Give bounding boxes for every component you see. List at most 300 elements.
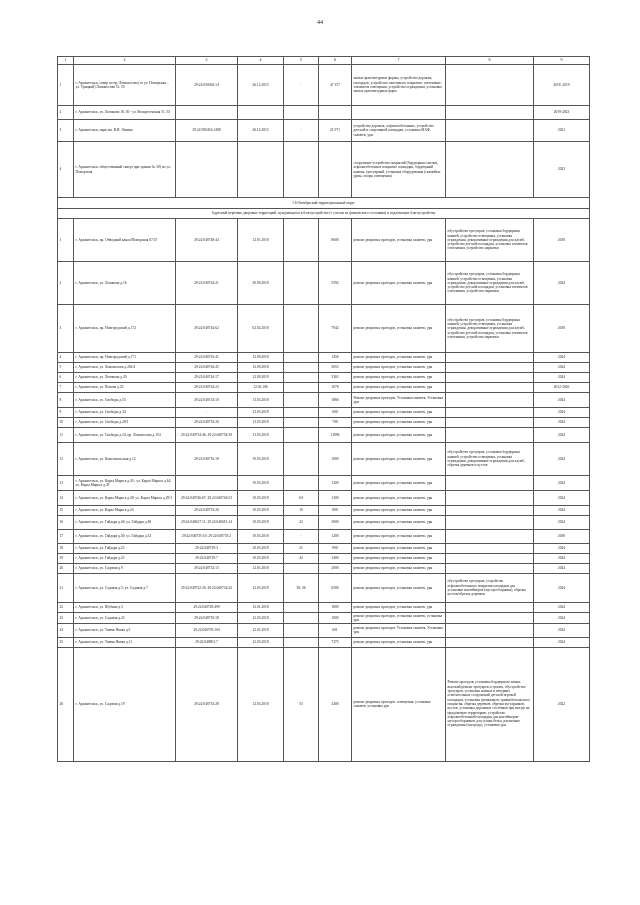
works-cell: ремонт дворовых проездов, установка скамеек, урн [352, 219, 446, 262]
count-cell [284, 428, 319, 443]
cadastral-cell: 29:22:040744:45 [176, 363, 238, 373]
area-cell: 3000 [319, 516, 352, 530]
cadastral-cell: 29:22:040746:67; 29:22:040746:53 [176, 491, 238, 506]
area-cell: 8600 [319, 219, 352, 262]
year-cell: 2030 [534, 530, 590, 544]
year-cell: 2024 [534, 613, 590, 624]
cadastral-cell: 29:22:040733:28 [176, 647, 238, 761]
extra-works-cell [446, 106, 534, 120]
table-row [58, 554, 590, 564]
count-cell [284, 564, 319, 574]
works-cell: ремонт дворовых проездов, установка скамеек, урн [352, 305, 446, 353]
count-cell: 0.0 [284, 491, 319, 506]
area-cell: 1200 [319, 530, 352, 544]
count-cell [284, 408, 319, 418]
cadastral-cell: - [176, 408, 238, 418]
address-cell: г. Архангельск, ул. Ломоносова д.202/4 [74, 363, 176, 373]
date-cell: 12.09.2018 [238, 373, 284, 383]
address-cell: г. Архангельск, ул. Карла Маркса д.24 [74, 506, 176, 516]
works-cell: ремонт дворовых проездов, установка скамеек, урн [352, 574, 446, 603]
section-title: 1.6 Октябрьский территориальный округ [58, 198, 590, 209]
table-row [58, 516, 590, 530]
address-cell: г. Архангельск, ул. Гайдара д.25 [74, 554, 176, 564]
cadastral-cell: 29:22:040732:13 [176, 564, 238, 574]
works-cell: ремонт дворовых проездов, установка скамеек, урн [352, 353, 446, 363]
works-cell: сооружение устройство покрытий (бордюрная плитка), асфальтобетонное покрытие площадки, бордюрный камень, тротуарный, установка оборудования (скамейки, урны, опоры освещения) [352, 142, 446, 198]
date-cell: 13.03.2018 [238, 428, 284, 443]
cadastral-cell [176, 476, 238, 491]
table-row [58, 65, 590, 106]
extra-works-cell: Ремонт проездов, установка бордюрного камня, высокий ремонт тротуаров и тропок, обустройство тротуаров, установка ночных и вечерних осветительных сооружений детской игровой площадки, установка тренажеров, травмобезопасного покрытия, обрезка деревьев, обрезка кустарников, кустов, установка дорожных столбиков при въезде на придомовую территорию, устройство асфальтобетонной площадки для контейнеров-мусоросборников, для сушки белья, различные ограждения (изгородь), установка урн [446, 647, 534, 761]
page-number: 44 [317, 20, 323, 26]
date-cell: 12.09.2018 [238, 363, 284, 373]
table-row [58, 305, 590, 353]
count-cell [284, 262, 319, 305]
date-cell: 12.01.2018 [238, 219, 284, 262]
table-row [58, 373, 590, 383]
year-cell: 2024 [534, 408, 590, 418]
works-cell: устройство дорожек, асфальтобетонных, устройство детской и спортивной площадки, установка МАФ, скамеек, урн [352, 120, 446, 142]
area-cell: 6500 [319, 574, 352, 603]
header-row [58, 57, 590, 65]
count-cell [284, 603, 319, 613]
extra-works-cell [446, 564, 534, 574]
row-number: 22 [58, 603, 74, 613]
cadastral-cell [176, 142, 238, 198]
works-table [57, 56, 590, 762]
row-number: 21 [58, 574, 74, 603]
year-cell: 2018, 2019 [534, 65, 590, 106]
count-cell [284, 353, 319, 363]
row-number: 9 [58, 408, 74, 418]
area-cell: 1456 [319, 353, 352, 363]
works-cell: ремонт дворовых проездов, установка скамеек, урн [352, 491, 446, 506]
year-cell: 2024 [534, 443, 590, 476]
address-cell: г. Архангельск, пр. Обводный канал/Поморская 67/47 [74, 219, 176, 262]
header-cell: 1 [58, 57, 74, 65]
works-cell: ремонт дворовых проездов, установка скамеек, урн [352, 516, 446, 530]
area-cell: 1866 [319, 393, 352, 408]
row-number: 25 [58, 637, 74, 647]
cadastral-cell: 29:22:040728:499 [176, 603, 238, 613]
table-row [58, 506, 590, 516]
year-cell: 2024 [534, 353, 590, 363]
extra-works-cell [446, 120, 534, 142]
date-cell: 12.03.2018 [238, 637, 284, 647]
works-cell [352, 106, 446, 120]
cadastral-cell: 29:22:040716:18 [176, 443, 238, 476]
date-cell [238, 106, 284, 120]
extra-works-cell: обустройство тротуаров, установка бордюрных камней, устройство освещения, установка ограждения, декоративные ограждения для клумб, устройство детской площадки, установка элементов озеленения, устройство парковки [446, 305, 534, 353]
cadastral-cell: 29:22:050416:1408 [176, 120, 238, 142]
header-cell: 7 [352, 57, 446, 65]
area-cell: 47 157 [319, 65, 352, 106]
cadastral-cell: 29:22:050402:14 [176, 65, 238, 106]
works-cell: ремонт дворовых проездов, установка скамеек, урн [352, 530, 446, 544]
area-cell: 800 [319, 506, 352, 516]
cadastral-cell: 29:22:040744:62 [176, 305, 238, 353]
row-number: 10 [58, 418, 74, 428]
address-cell: г. Архангельск, ул. Шубина д.3 [74, 603, 176, 613]
count-cell [284, 219, 319, 262]
cadastral-cell: 29:22:040744:23 [176, 383, 238, 393]
count-cell [284, 305, 319, 353]
works-cell: ремонт дворовых проездов, установка скамеек, урн [352, 373, 446, 383]
date-cell: 10.03.2018 [238, 554, 284, 564]
table-body [58, 57, 590, 762]
subsection-row [58, 209, 590, 219]
date-cell: 10.03.2018 [238, 530, 284, 544]
table-row [58, 428, 590, 443]
table-row [58, 408, 590, 418]
row-number: 17 [58, 530, 74, 544]
area-cell: 1400 [319, 554, 352, 564]
cadastral-cell: 29:22:040729:7 [176, 554, 238, 564]
year-cell: 2024 [534, 554, 590, 564]
extra-works-cell [446, 383, 534, 393]
area-cell: 11896 [319, 428, 352, 443]
cadastral-cell: 29:22:040754:46; 29:22:040754:39 [176, 428, 238, 443]
date-cell: 12.01.2018 [238, 564, 284, 574]
extra-works-cell [446, 530, 534, 544]
address-cell: г. Архангельск, ул. Садовая д.19 [74, 647, 176, 761]
table-row [58, 418, 590, 428]
year-cell: 2024 [534, 418, 590, 428]
row-number: 3 [58, 120, 74, 142]
year-cell: 2024 [534, 564, 590, 574]
table-row [58, 647, 590, 761]
year-cell: 2024 [534, 574, 590, 603]
address-cell: г. Архангельск, ул. Гайдара д.30; ул. Гайдара д.32 [74, 530, 176, 544]
row-number: 5 [58, 363, 74, 373]
count-cell: 42 [284, 554, 319, 564]
table-row [58, 393, 590, 408]
extra-works-cell [446, 544, 534, 554]
row-number: 26 [58, 647, 74, 761]
area-cell: 900 [319, 544, 352, 554]
address-cell: г. Архангельск, ул. Гайдара д.23 [74, 544, 176, 554]
extra-works-cell [446, 408, 534, 418]
table-row [58, 574, 590, 603]
address-cell: г. Архангельск, ул. Свободы д.24, пр. Ломоносова д.154 [74, 428, 176, 443]
address-cell: г. Архангельск, ул. Логинова д.20 [74, 373, 176, 383]
year-cell: 2024 [534, 393, 590, 408]
area-cell: 3653 [319, 363, 352, 373]
header-cell: 2 [74, 57, 176, 65]
count-cell: - [284, 120, 319, 142]
table-row [58, 530, 590, 544]
table-row [58, 544, 590, 554]
address-cell: г. Архангельск, сквер по пр. Ломоносова (от ул. Поморская – ул. Урицкий) Ломоносова 51, 55 [74, 65, 176, 106]
row-number: 7 [58, 383, 74, 393]
row-number: 12 [58, 443, 74, 476]
table-row [58, 353, 590, 363]
row-number: 6 [58, 373, 74, 383]
address-cell: г. Архангельск, ул. Попова д.23 [74, 383, 176, 393]
extra-works-cell: обустройство тротуаров, установка бордюрных камней, устройство освещения, установка ограждения, декоративные ограждения для клумб, устройство детской площадки, установка элементов озеленения, устройство парковки [446, 262, 534, 305]
address-cell: г. Архангельск, ул. Карла Маркса д.28; ул. Карла Маркса д.29/1 [74, 491, 176, 506]
year-cell: 2012-2026 [534, 383, 590, 393]
cadastral-cell [176, 106, 238, 120]
area-cell: 700 [319, 418, 352, 428]
address-cell: г. Архангельск, ул. Гайдара д.46; ул. Гайдара д.48 [74, 516, 176, 530]
address-cell: г. Архангельск, ул. Садовая д.23 [74, 613, 176, 624]
year-cell: 2024 [534, 544, 590, 554]
works-cell: ремонт дворовых проездов, установка скамеек, урн [352, 363, 446, 373]
count-cell [284, 142, 319, 198]
works-cell: ремонт дворовых проездов, установка скамеек, урн [352, 637, 446, 647]
cadastral-cell: 29:22:040735:18 [176, 613, 238, 624]
extra-works-cell [446, 418, 534, 428]
area-cell: 601 [319, 623, 352, 637]
year-cell: 2024 [534, 428, 590, 443]
area-cell: 7375 [319, 637, 352, 647]
cadastral-cell: 29:22:040729:3 [176, 544, 238, 554]
date-cell: 10.03.2018 [238, 516, 284, 530]
cadastral-cell: 29:22:040617:11; 29:22:040615:14 [176, 516, 238, 530]
year-cell: 2024 [534, 262, 590, 305]
date-cell: 12.01.2018 [238, 603, 284, 613]
extra-works-cell [446, 363, 534, 373]
row-number: 19 [58, 554, 74, 564]
header-cell: 4 [238, 57, 284, 65]
year-cell: 2024 [534, 363, 590, 373]
area-cell [319, 106, 352, 120]
row-number: 1 [58, 219, 74, 262]
date-cell: 12.03.2018 [238, 574, 284, 603]
cadastral-cell: 29:22:040744:17 [176, 373, 238, 383]
date-cell: 10.03.2018 [238, 491, 284, 506]
table-row [58, 476, 590, 491]
extra-works-cell [446, 373, 534, 383]
section-row [58, 198, 590, 209]
row-number: 4 [58, 142, 74, 198]
date-cell: 12.02.106 [238, 383, 284, 393]
extra-works-cell [446, 516, 534, 530]
count-cell [284, 373, 319, 383]
area-cell: 2400 [319, 647, 352, 761]
row-number: 4 [58, 353, 74, 363]
row-number: 11 [58, 428, 74, 443]
header-cell: 8 [446, 57, 534, 65]
date-cell: 30.09.2018 [238, 262, 284, 305]
table-row [58, 142, 590, 198]
year-cell: 2018 [534, 305, 590, 353]
address-cell: г. Архангельск, ул. Свободы д.29/1 [74, 418, 176, 428]
extra-works-cell [446, 353, 534, 363]
date-cell: 12.03.2018 [238, 613, 284, 624]
area-cell: 21 071 [319, 120, 352, 142]
area-cell: 1200 [319, 476, 352, 491]
area-cell: 7942 [319, 305, 352, 353]
address-cell: г. Архангельск, парк им. В.И. Ленина [74, 120, 176, 142]
year-cell: 2022 [534, 647, 590, 761]
row-number: 13 [58, 476, 74, 491]
count-cell [284, 363, 319, 373]
subsection-title: Адресный перечень дворовых территорий, нуждающихся в благоустройстве (с учетом их физического состояния) и подлежащих благоустройству [58, 209, 590, 219]
works-cell: ремонт дворовых проездов, установка скамеек, урн [352, 262, 446, 305]
works-cell: ремонт дворовых проездов, установка скамеек, урн [352, 428, 446, 443]
row-number: 1 [58, 65, 74, 106]
cadastral-cell: 29:22:040705:104 [176, 623, 238, 637]
table-row [58, 219, 590, 262]
count-cell [284, 443, 319, 476]
count-cell [284, 106, 319, 120]
area-cell: 3363 [319, 373, 352, 383]
year-cell: 2019-2023 [534, 106, 590, 120]
count-cell: 53 [284, 647, 319, 761]
area-cell: 1000 [319, 613, 352, 624]
count-cell [284, 418, 319, 428]
works-cell: ремонт дворовых проездов, установка скамеек, урн [352, 554, 446, 564]
date-cell: 10.03.2018 [238, 506, 284, 516]
header-cell: 6 [319, 57, 352, 65]
row-number: 15 [58, 506, 74, 516]
cadastral-cell: 29:22:040154:10 [176, 393, 238, 408]
area-cell [319, 142, 352, 198]
date-cell: 12.03.2018 [238, 647, 284, 761]
count-cell [284, 476, 319, 491]
works-cell: ремонт дворовых проездов, установка скамеек, урн [352, 476, 446, 491]
address-cell: г. Архангельск, ул. Тимме Якова д.5 [74, 623, 176, 637]
extra-works-cell [446, 65, 534, 106]
address-cell: г. Архангельск, пр. Новгородский д.171 [74, 353, 176, 363]
cadastral-cell: 29:22:040735:10; 29:22:040735:2 [176, 530, 238, 544]
works-cell: ремонт дворовых проездов, установка скамеек, урн [352, 443, 446, 476]
table-row [58, 564, 590, 574]
extra-works-cell [446, 637, 534, 647]
date-cell: 10.03.2018 [238, 443, 284, 476]
date-cell: 02.02.2018 [238, 305, 284, 353]
address-cell: г. Архангельск, ул. Садовая д.5; ул. Садовая д.7 [74, 574, 176, 603]
cadastral-cell: 29:22:040744:21 [176, 262, 238, 305]
count-cell [284, 623, 319, 637]
count-cell: 31 [284, 544, 319, 554]
count-cell: 22 [284, 516, 319, 530]
count-cell [284, 393, 319, 408]
address-cell: г. Архангельск, ул. Комсомольская д.12 [74, 443, 176, 476]
extra-works-cell [446, 613, 534, 624]
address-cell: г. Архангельск, ул. Свободы д.34 [74, 408, 176, 418]
extra-works-cell: обустройство тротуаров, установка бордюрных камней, устройство освещения, установка ограждения, декоративные ограждения для клумб, обрезка деревьев и кустов [446, 443, 534, 476]
year-cell: 2023 [534, 142, 590, 198]
year-cell: 2024 [534, 476, 590, 491]
table-row [58, 262, 590, 305]
year-cell: 2024 [534, 516, 590, 530]
row-number: 20 [58, 564, 74, 574]
works-cell: ремонт дворовых проездов, установка скамеек, установка урн [352, 613, 446, 624]
extra-works-cell [446, 506, 534, 516]
date-cell: 10.03.2018 [238, 476, 284, 491]
table-row [58, 383, 590, 393]
count-cell [284, 383, 319, 393]
header-cell: 3 [176, 57, 238, 65]
extra-works-cell [446, 554, 534, 564]
works-cell: ремонт дворовых проездов, освещения, установка скамеек, установка урн [352, 647, 446, 761]
date-cell: 13.03.2018 [238, 393, 284, 408]
row-number: 23 [58, 613, 74, 624]
row-number: 18 [58, 544, 74, 554]
year-cell: 2024 [534, 623, 590, 637]
extra-works-cell [446, 623, 534, 637]
date-cell: 13.03.2018 [238, 418, 284, 428]
count-cell: - [284, 530, 319, 544]
address-cell: г. Архангельск, общественный сквер (при здании № 30) по ул. Поморская [74, 142, 176, 198]
area-cell: 1678 [319, 383, 352, 393]
works-cell: ремонт дворовых проездов, установка скамеек, урн [352, 383, 446, 393]
area-cell: 1800 [319, 603, 352, 613]
extra-works-cell [446, 476, 534, 491]
row-number: 8 [58, 393, 74, 408]
extra-works-cell: обустройство тротуаров, установка бордюрных камней, устройство освещения, установка ограждения, декоративные ограждения для клумб, устройство детской площадки, установка элементов озеленения, устройство парковки [446, 219, 534, 262]
row-number: 24 [58, 623, 74, 637]
date-cell: 26.12.2013 [238, 120, 284, 142]
row-number: 2 [58, 106, 74, 120]
count-cell: 19 [284, 506, 319, 516]
cadastral-cell: 29:22:040753:26 [176, 506, 238, 516]
header-cell: 5 [284, 57, 319, 65]
works-cell: ремонт дворовых проездов, установка скамеек, урн [352, 603, 446, 613]
date-cell: 12.01.2018 [238, 623, 284, 637]
address-cell: г. Архангельск, ул. Садовая д.9 [74, 564, 176, 574]
extra-works-cell [446, 491, 534, 506]
area-cell: 600 [319, 408, 352, 418]
date-cell: 26.12.2013 [238, 65, 284, 106]
area-cell: 5592 [319, 262, 352, 305]
table-row [58, 637, 590, 647]
count-cell [284, 637, 319, 647]
date-cell: 12.09.2018 [238, 353, 284, 363]
cadastral-cell: 29:22:040743:41 [176, 353, 238, 363]
extra-works-cell [446, 428, 534, 443]
row-number: 3 [58, 305, 74, 353]
row-number: 16 [58, 516, 74, 530]
table-row [58, 623, 590, 637]
address-cell: г. Архангельск, ул. Логинова 18, 30 - ул. Воскресенская 51, 55 [74, 106, 176, 120]
date-cell [238, 142, 284, 198]
year-cell: 2024 [534, 506, 590, 516]
table-row [58, 603, 590, 613]
table-row [58, 106, 590, 120]
extra-works-cell [446, 393, 534, 408]
works-cell: ремонт дворовых проездов, установка скамеек, урн [352, 418, 446, 428]
table-row [58, 120, 590, 142]
extra-works-cell [446, 603, 534, 613]
table-row [58, 613, 590, 624]
table-row [58, 491, 590, 506]
year-cell: 2024 [534, 603, 590, 613]
count-cell [284, 613, 319, 624]
cadastral-cell: 29:22:040752:26 [176, 418, 238, 428]
table-row [58, 443, 590, 476]
area-cell: 1300 [319, 491, 352, 506]
year-cell: 2018 [534, 219, 590, 262]
cadastral-cell: 29:22:040732:30; 29:22:040732:43 [176, 574, 238, 603]
address-cell: г. Архангельск, ул. Свободы д.53 [74, 393, 176, 408]
area-cell: 2000 [319, 564, 352, 574]
date-cell: 10.03.2018 [238, 544, 284, 554]
year-cell: 2024 [534, 491, 590, 506]
address-cell: г. Архангельск, ул. Карла Маркса д.43 ; ул. Карла Маркса д.44; ул. Карла Маркса д.45 [74, 476, 176, 491]
works-cell: ремонт дворовых проездов, установка скамеек, урн [352, 544, 446, 554]
header-cell: 9 [534, 57, 590, 65]
count-cell: - [284, 65, 319, 106]
works-cell: ремонт дворовых проездов, установка скамеек, урн [352, 408, 446, 418]
year-cell: 2021 [534, 120, 590, 142]
date-cell: 13.03.2018 [238, 408, 284, 418]
table-row [58, 363, 590, 373]
extra-works-cell: обустройство тротуаров, устройство асфальтобетонного покрытия площадки для установки контейнеров (мусоросборники), обрезка кустов/обрезка деревьев [446, 574, 534, 603]
